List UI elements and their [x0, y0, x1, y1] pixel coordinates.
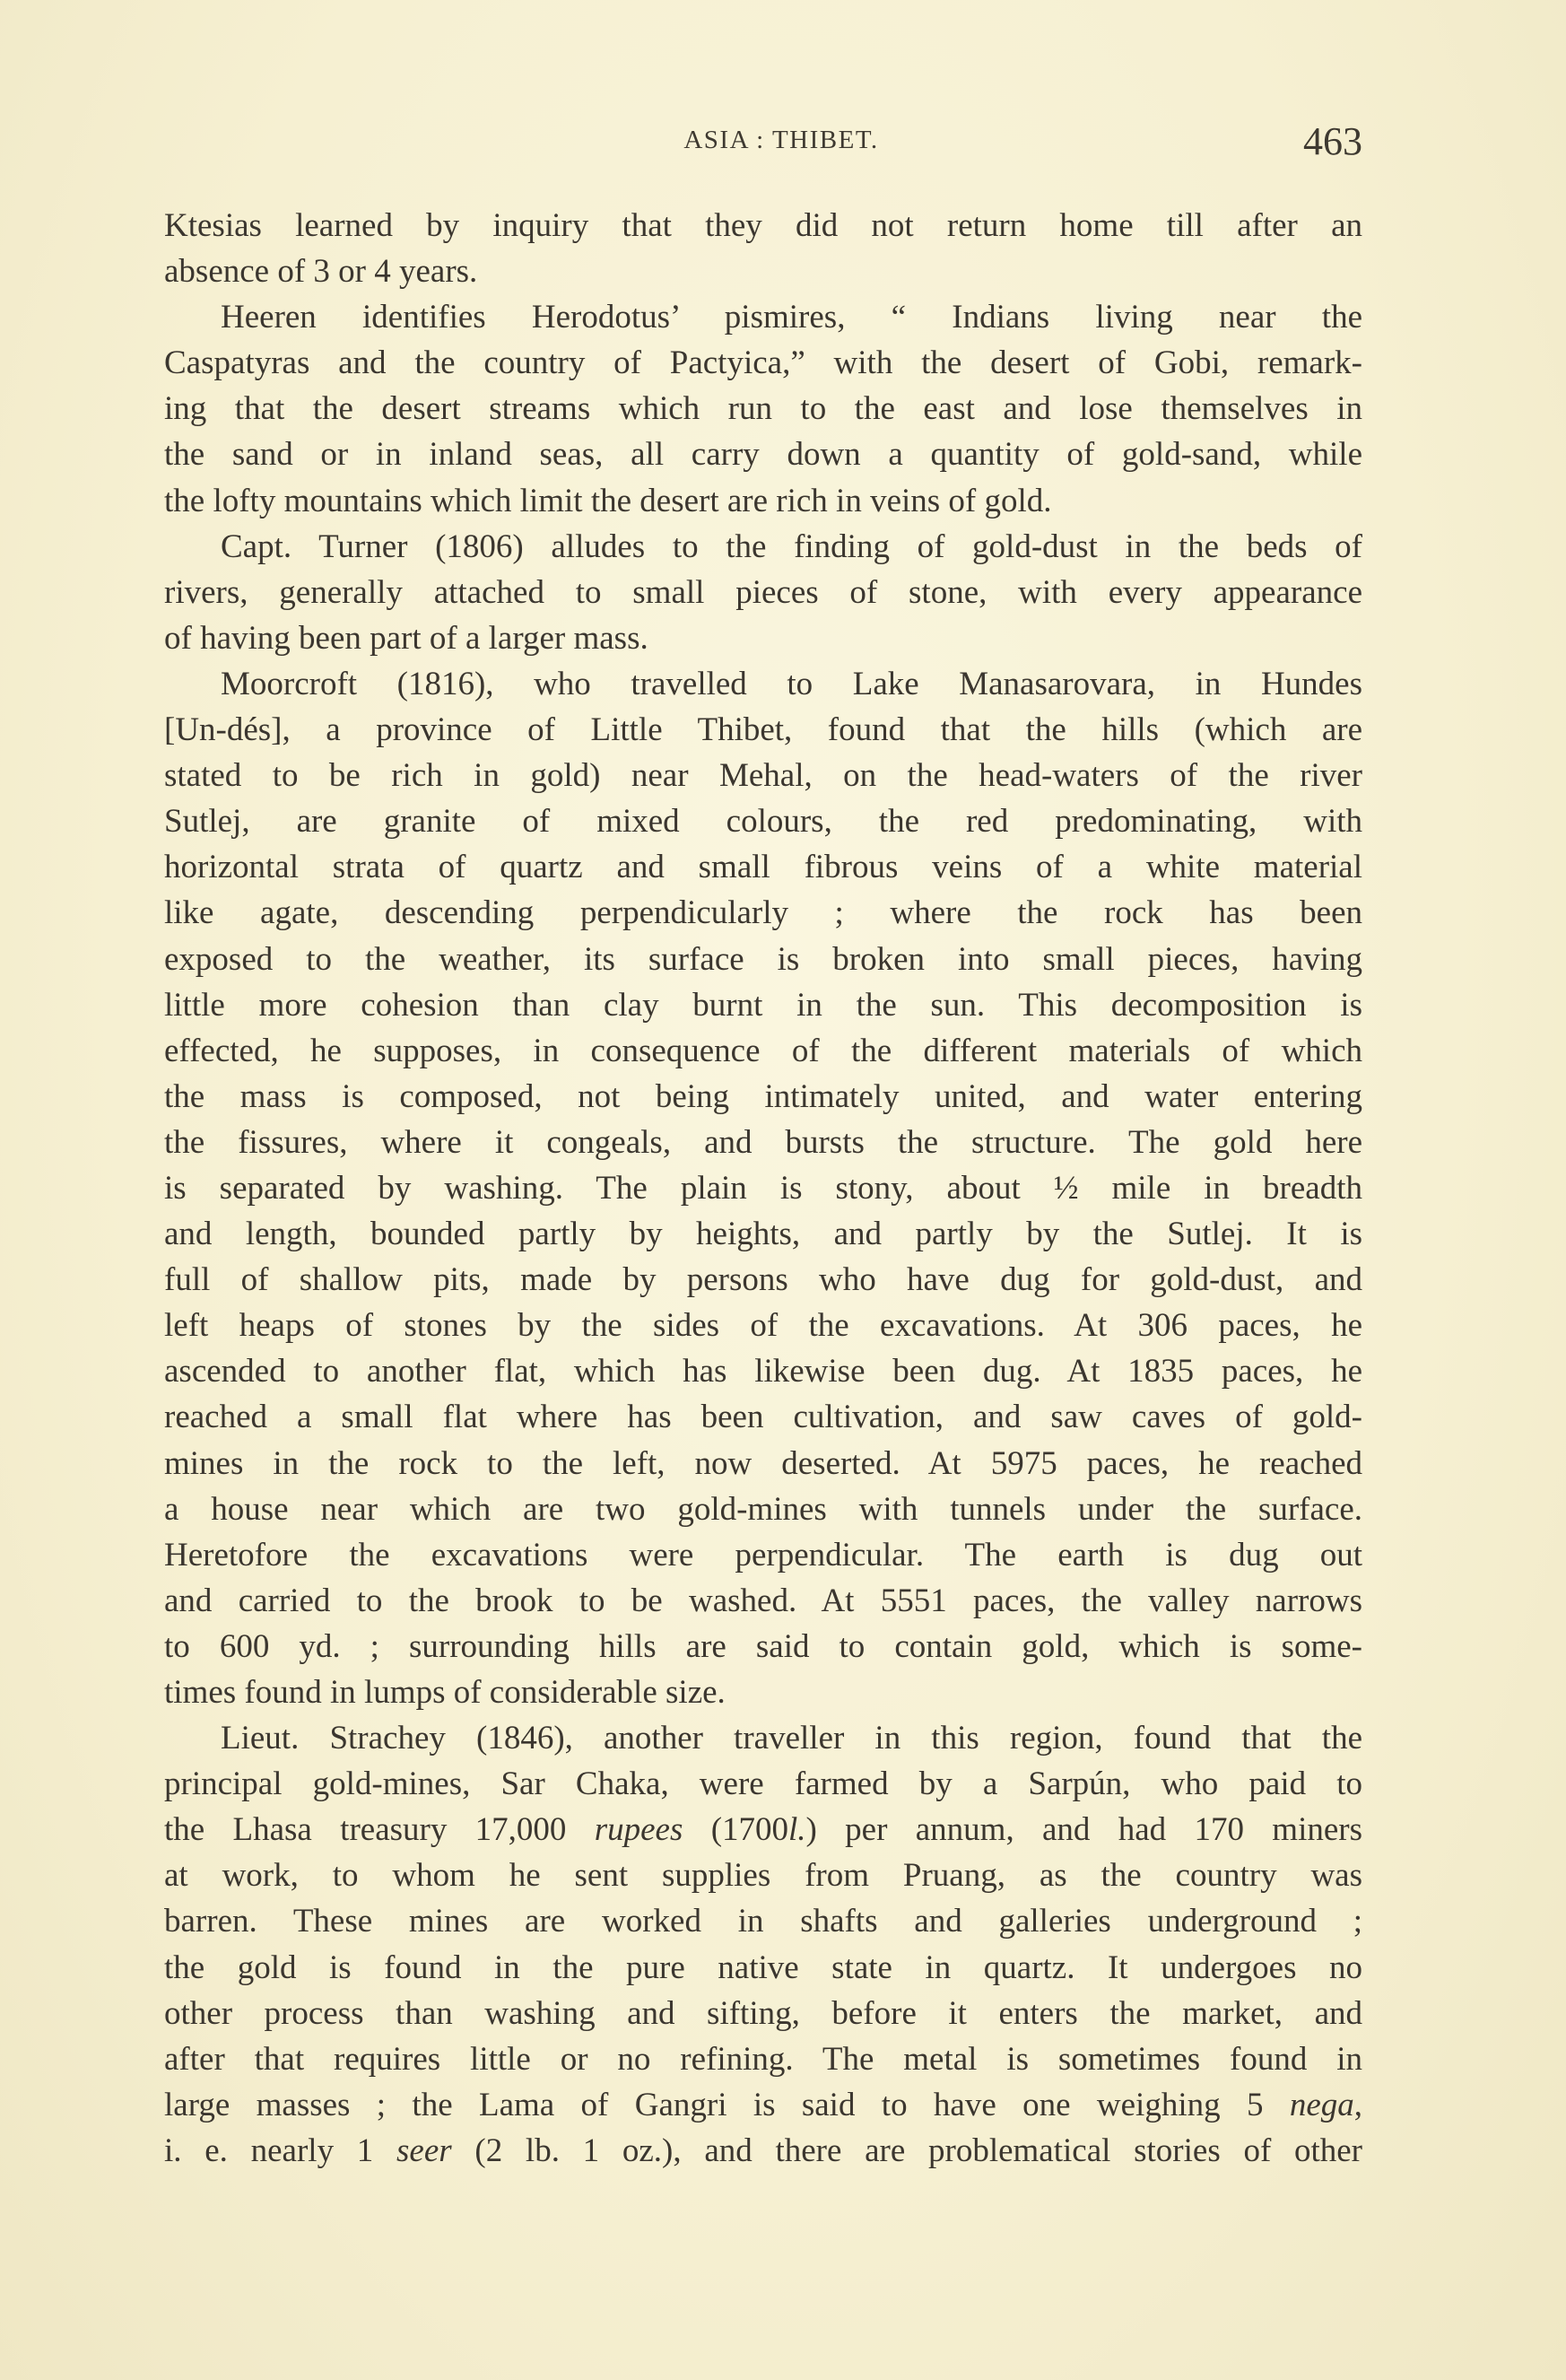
text-line: Moorcroft (1816), who travelled to Lake Manasarovara, in Hundes — [221, 665, 1362, 702]
paragraph-heeren — [164, 294, 1362, 523]
text-line: Heretofore the excavations were perpendicular. The earth is dug out — [164, 1536, 1362, 1574]
text-line: horizontal strata of quartz and small fibrous veins of a white material — [164, 849, 1362, 886]
text-line: and length, bounded partly by heights, and partly by the Sutlej. It is — [164, 1216, 1362, 1253]
text-line: stated to be rich in gold) near Mehal, on the head-waters of the river — [164, 757, 1362, 795]
text-line: ascended to another flat, which has likewise been dug. At 1835 paces, he — [164, 1353, 1362, 1391]
text-line: to 600 yd. ; surrounding hills are said to contain gold, which is some- — [164, 1627, 1362, 1665]
text-line: other process than washing and sifting, before it enters the market, and — [164, 1994, 1362, 2032]
paragraph-moorcroft — [164, 661, 1362, 1715]
text-line: left heaps of stones by the sides of the excavations. At 306 paces, he — [164, 1307, 1362, 1345]
paragraph-continuation — [164, 203, 1362, 294]
text-line: at work, to whom he sent supplies from Pruang, as the country was — [164, 1857, 1362, 1895]
text-line: full of shallow pits, made by persons who have dug for gold-dust, and — [164, 1261, 1362, 1299]
text-line: reached a small flat where has been cultivation, and saw caves of gold- — [164, 1399, 1362, 1436]
text-line: the gold is found in the pure native state in quartz. It undergoes no — [164, 1948, 1362, 1986]
page-number: 463 — [1303, 119, 1362, 163]
text-line: barren. These mines are worked in shafts and galleries underground ; — [164, 1903, 1362, 1940]
text-line: the sand or in inland seas, all carry down a quantity of gold-sand, while — [164, 436, 1362, 474]
text-line: Caspatyras and the country of Pactyica,” with the desert of Gobi, remark- — [164, 344, 1362, 382]
text-line: absence of 3 or 4 years. — [164, 253, 478, 291]
text-line: ing that the desert streams which run to the east and lose themselves in — [164, 390, 1362, 428]
text-line: the fissures, where it congeals, and bursts the structure. The gold here — [164, 1123, 1362, 1161]
text-line: of having been part of a larger mass. — [164, 619, 648, 657]
text-line: Ktesias learned by inquiry that they did not return home till after an — [164, 207, 1362, 244]
text-line: is separated by washing. The plain is stony, about ½ mile in breadth — [164, 1169, 1362, 1207]
text-line: like agate, descending perpendicularly ; where the rock has been — [164, 894, 1362, 932]
text-line: principal gold-mines, Sar Chaka, were farmed by a Sarpún, who paid to — [164, 1765, 1362, 1803]
text-line: exposed to the weather, its surface is broken into small pieces, having — [164, 940, 1362, 978]
text-line: the lofty mountains which limit the desert are rich in veins of gold. — [164, 482, 1052, 519]
text-line: times found in lumps of considerable size. — [164, 1674, 726, 1711]
text-line: little more cohesion than clay burnt in the sun. This decomposition is — [164, 986, 1362, 1024]
text-line: Lieut. Strachey (1846), another traveller in this region, found that the — [221, 1720, 1362, 1757]
text-line: a house near which are two gold-mines with tunnels under the surface. — [164, 1490, 1362, 1528]
text-line: Capt. Turner (1806) alludes to the finding of gold-dust in the beds of — [221, 527, 1362, 565]
paragraph-turner — [164, 524, 1362, 661]
text-line: and carried to the brook to be washed. At 5551 paces, the valley narrows — [164, 1582, 1362, 1619]
paragraph-strachey — [164, 1715, 1362, 2174]
text-line: [Un-dés], a province of Little Thibet, found that the hills (which are — [164, 711, 1362, 749]
text-line: mines in the rock to the left, now deserted. At 5975 paces, he reached — [164, 1444, 1362, 1482]
running-title: ASIA : THIBET. — [683, 126, 879, 154]
text-line: rivers, generally attached to small pieces of stone, with every appearance — [164, 573, 1362, 611]
text-line: large masses ; the Lama of Gangri is said to have one weighing 5 nega, — [164, 2086, 1362, 2123]
body-text — [164, 203, 1362, 2174]
text-line: the mass is composed, not being intimately united, and water entering — [164, 1077, 1362, 1115]
text-line: effected, he supposes, in consequence of the different materials of which — [164, 1032, 1362, 1069]
text-line: the Lhasa treasury 17,000 rupees (1700l.) per annum, and had 170 miners — [164, 1811, 1362, 1849]
text-line: Sutlej, are granite of mixed colours, the red predominating, with — [164, 803, 1362, 841]
page-header — [164, 118, 1362, 163]
text-line: after that requires little or no refining. The metal is sometimes found in — [164, 2040, 1362, 2078]
text-line: i. e. nearly 1 seer (2 lb. 1 oz.), and there are problematical stories of other — [164, 2132, 1363, 2169]
text-line: Heeren identifies Herodotus’ pismires, “ Indians living near the — [221, 299, 1362, 336]
